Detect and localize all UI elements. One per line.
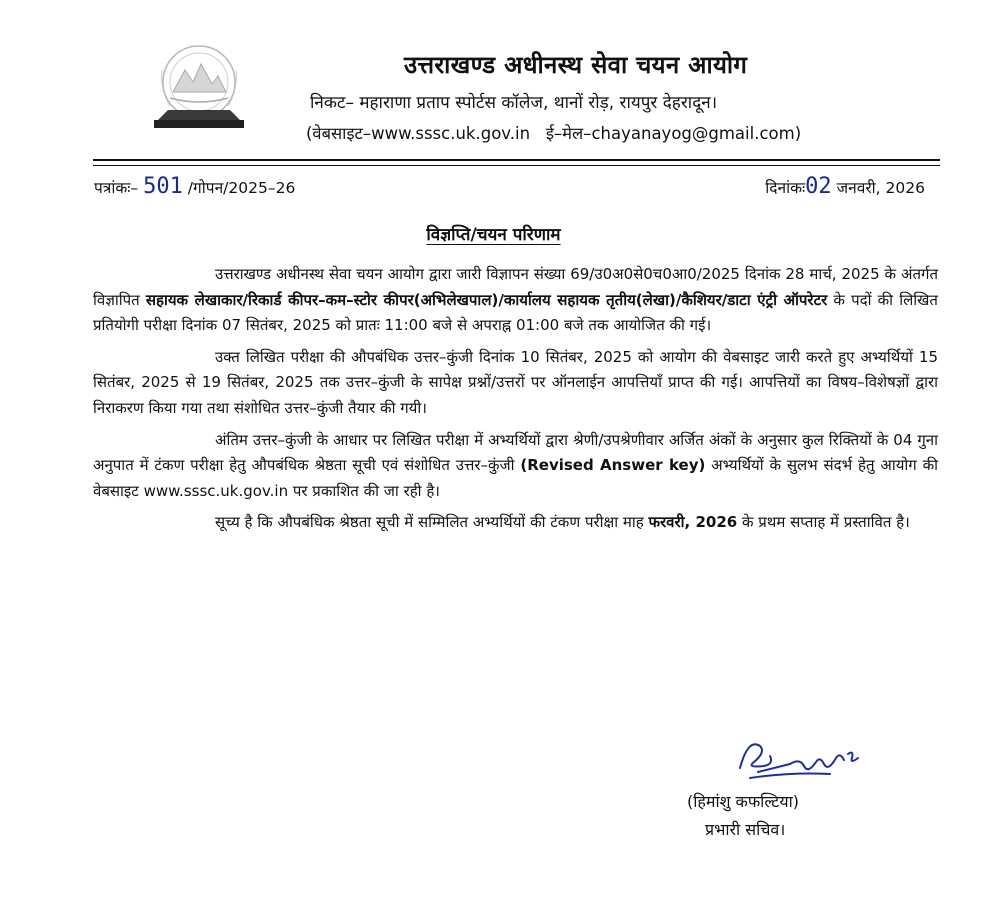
notice-heading-text: विज्ञप्ति/चयन परिणाम [426, 225, 561, 245]
organization-name: उत्तराखण्ड अधीनस्थ सेवा चयन आयोग [404, 51, 748, 79]
handwritten-signature-icon [720, 728, 870, 788]
notice-body [93, 262, 938, 542]
date-handwritten-day: 02 [805, 174, 832, 199]
notice-heading [0, 222, 987, 245]
paragraph-2 [93, 345, 938, 422]
paragraph-3 [93, 428, 938, 505]
signatory-name: (हिमांशु कफल्टिया) [687, 792, 800, 811]
contact-close: ) [794, 124, 802, 143]
paragraph-4-text-a: सूच्य है कि औपबंधिक श्रेष्ठता सूची में सम्मिलित अभ्यर्थियों की टंकण परीक्षा माह [215, 513, 649, 532]
header-divider-thick [93, 159, 940, 161]
reference-prefix: पत्रांकः– [94, 179, 139, 197]
paragraph-2-text: उक्त लिखित परीक्षा की औपबंधिक उत्तर–कुंजी दिनांक 10 सितंबर, 2025 को आयोग की वेबसाइट जारी करते हुए अभ्यर्थियों 15 सितंबर, 2025 से 19 सितंबर, 2025 तक उत्तर–कुंजी के सापेक्ष प्रश्नों/उत्तरों पर ऑनलाईन आपत्तियाँ प्राप्त की गई। आपत्तियों का विषय–विशेषज्ञों द्वारा निराकरण किया गया तथा संशोधित उत्तर–कुंजी तैयार की गयी। [93, 347, 938, 417]
paragraph-1-text-c: के पदों की लिखित प्रतियोगी परीक्षा दिनांक 07 सितंबर, 2025 को प्रातः 11:00 बजे से अपराह्न 01:00 बजे तक आयोजित की गई। [93, 290, 938, 335]
header-divider-thin [93, 165, 940, 166]
date-month-year: जनवरी, 2026 [836, 179, 925, 197]
signatory-designation: प्रभारी सचिव। [705, 820, 786, 839]
paragraph-4 [93, 510, 938, 536]
website-link[interactable]: www.sssc.uk.gov.in [371, 124, 531, 143]
letter-date [765, 174, 925, 199]
organization-address: निकट– महाराणा प्रताप स्पोर्टस कॉलेज, थानों रोड़, रायपुर देहरादून। [310, 93, 718, 113]
email-label: ई–मेल– [545, 124, 592, 143]
paragraph-4-text-c: के प्रथम सप्ताह में प्रस्तावित है। [737, 513, 910, 532]
date-label: दिनांकः [765, 179, 806, 197]
paragraph-3-text-a: अंतिम उत्तर–कुंजी के आधार पर लिखित परीक्षा में अभ्यर्थियों द्वारा श्रेणी/उपश्रेणीवार अर्जित अंकों के अनुसार कुल रिक्तियों के 04 गुना अनुपात में टंकण परीक्षा हेतु औपबंधिक श्रेष्ठता सूची एवं संशोधित उत्तर–कुंजी [93, 430, 938, 475]
paragraph-3-text-c: अभ्यर्थियों के सुलभ संदर्भ हेतु आयोग की वेबसाइट www.sssc.uk.gov.in पर प्रकाशित की जा रही है। [93, 456, 939, 500]
organization-contact [306, 121, 801, 144]
paragraph-4-month-bold: फरवरी, 2026 [648, 513, 738, 532]
reference-handwritten-number: 501 [143, 174, 183, 199]
email-link[interactable]: chayanayog@gmail.com [591, 124, 795, 143]
paragraph-3-revised-key-bold: (Revised Answer key) [520, 456, 706, 475]
paragraph-1 [93, 262, 938, 339]
paragraph-1-posts-bold: सहायक लेखाकार/रिकार्ड कीपर–कम–स्टोर कीपर(अभिलेखपाल)/कार्यालय सहायक तृतीय(लेखा)/कैशियर/डाटा एंट्री ऑपरेटर [145, 290, 828, 309]
reference-number [94, 174, 295, 199]
reference-suffix: /गोपन/2025–26 [187, 179, 296, 197]
paragraph-1-text-a: उत्तराखण्ड अधीनस्थ सेवा चयन आयोग द्वारा जारी विज्ञापन संख्या 69/उ0अ0से0च0आ0/2025 दिनांक 28 मार्च, 2025 के अंतर्गत विज्ञापित [93, 265, 938, 309]
commission-emblem-icon [140, 40, 258, 138]
website-label: (वेबसाइट– [306, 124, 372, 143]
